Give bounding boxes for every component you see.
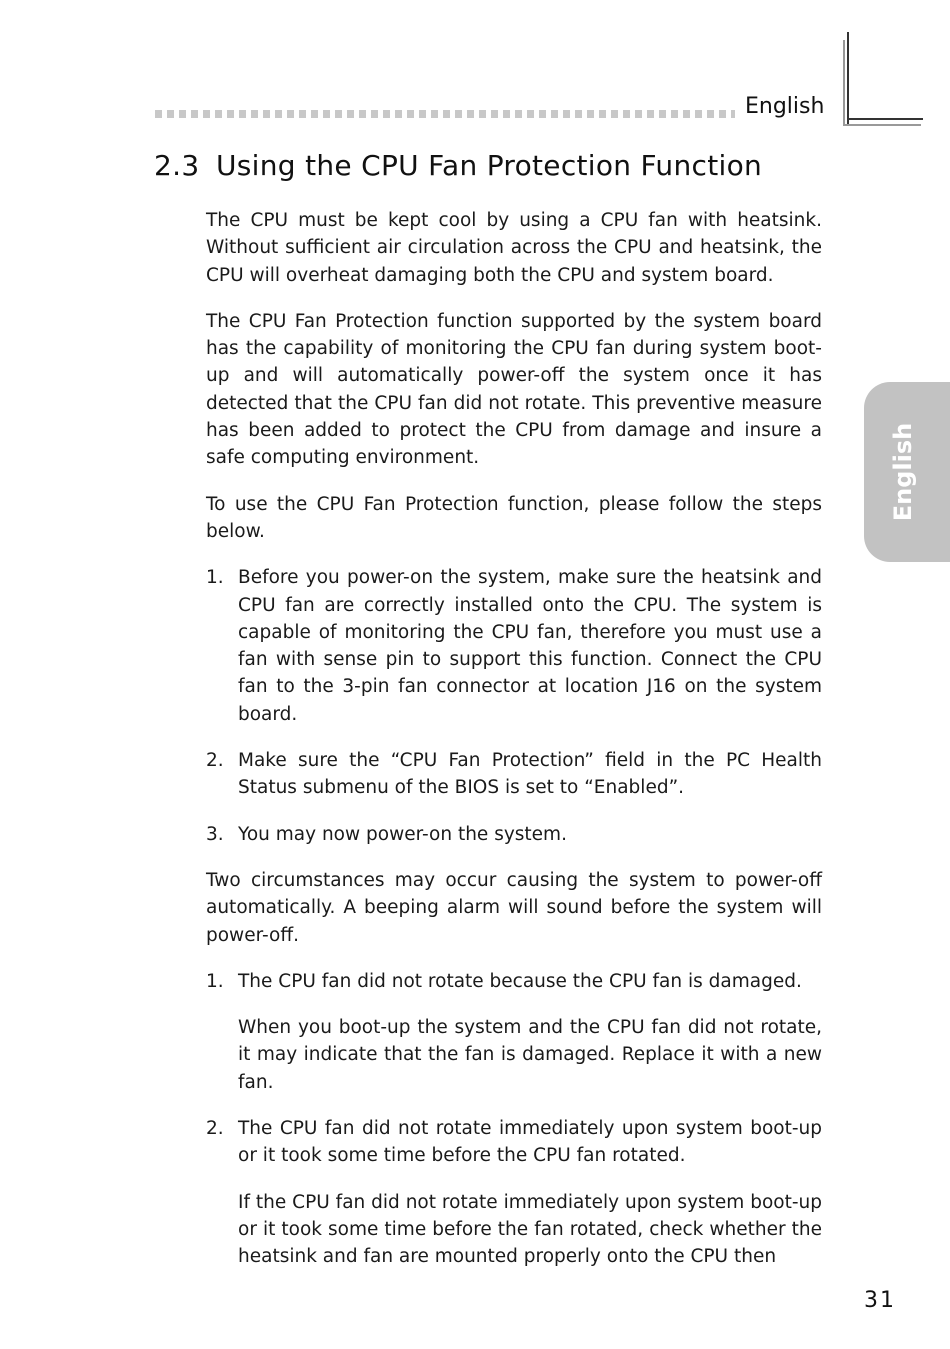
section-number: 2.3 — [154, 149, 200, 182]
circumstance-title: The CPU fan did not rotate because the CPU fan is damaged. — [238, 970, 802, 992]
step-text: Before you power-on the system, make sure the heatsink and CPU fan are correctly installed onto the CPU. The system is capable of monitoring the CPU fan, therefore you must use a fan with sense pin to support this function. Connect the CPU fan to the 3-pin fan connector at location J16 on the system board. — [238, 567, 822, 725]
step-number: 2. — [206, 750, 224, 772]
step-number: 1. — [206, 567, 224, 589]
section-heading — [154, 149, 762, 182]
step-item — [206, 747, 822, 802]
body-text — [206, 207, 822, 1290]
corner-mark — [847, 118, 923, 120]
header-dotted-rule — [155, 110, 735, 118]
step-text: Make sure the “CPU Fan Protection” field in the PC Health Status submenu of the BIOS is set to “Enabled”. — [238, 750, 822, 799]
circumstance-title: The CPU fan did not rotate immediately upon system boot-up or it took some time before the CPU fan rotated. — [238, 1118, 822, 1167]
paragraph: Two circumstances may occur causing the system to power-off automatically. A beeping alarm will sound before the system will power-off. — [206, 869, 822, 946]
step-item — [206, 821, 822, 848]
header-language-label: English — [745, 94, 825, 119]
page-number: 31 — [864, 1288, 896, 1313]
step-item — [206, 564, 822, 728]
paragraph: The CPU must be kept cool by using a CPU fan with heatsink. Without sufficient air circulation across the CPU and heatsink, the CPU will overheat damaging both the CPU and system board. — [206, 210, 822, 286]
corner-mark-shadow — [843, 124, 921, 126]
circumstance-item — [206, 968, 822, 1096]
step-number: 3. — [206, 823, 224, 845]
circumstance-number: 2. — [206, 1118, 224, 1140]
section-title: Using the CPU Fan Protection Function — [216, 149, 763, 182]
circumstance-number: 1. — [206, 970, 224, 992]
language-side-tab-label: English — [889, 422, 917, 522]
paragraph: To use the CPU Fan Protection function, please follow the steps below. — [206, 493, 822, 542]
circumstance-detail: When you boot-up the system and the CPU fan did not rotate, it may indicate that the fan is damaged. Replace it with a new fan. — [238, 1017, 822, 1093]
circumstance-item — [206, 1115, 822, 1270]
corner-mark — [847, 32, 849, 124]
paragraph: The CPU Fan Protection function supported by the system board has the capability of monitoring the CPU fan during system boot-up and will automatically power-off the system once it has detected that the CPU fan did not rotate. This preventive measure has been added to protect the CPU from damage and insure a safe computing environment. — [206, 310, 822, 469]
corner-mark-shadow — [843, 40, 845, 126]
step-text: You may now power-on the system. — [238, 823, 567, 845]
circumstance-detail: If the CPU fan did not rotate immediately upon system boot-up or it took some time before the fan rotated, check whether the heatsink and fan are mounted properly onto the CPU then — [238, 1191, 822, 1268]
